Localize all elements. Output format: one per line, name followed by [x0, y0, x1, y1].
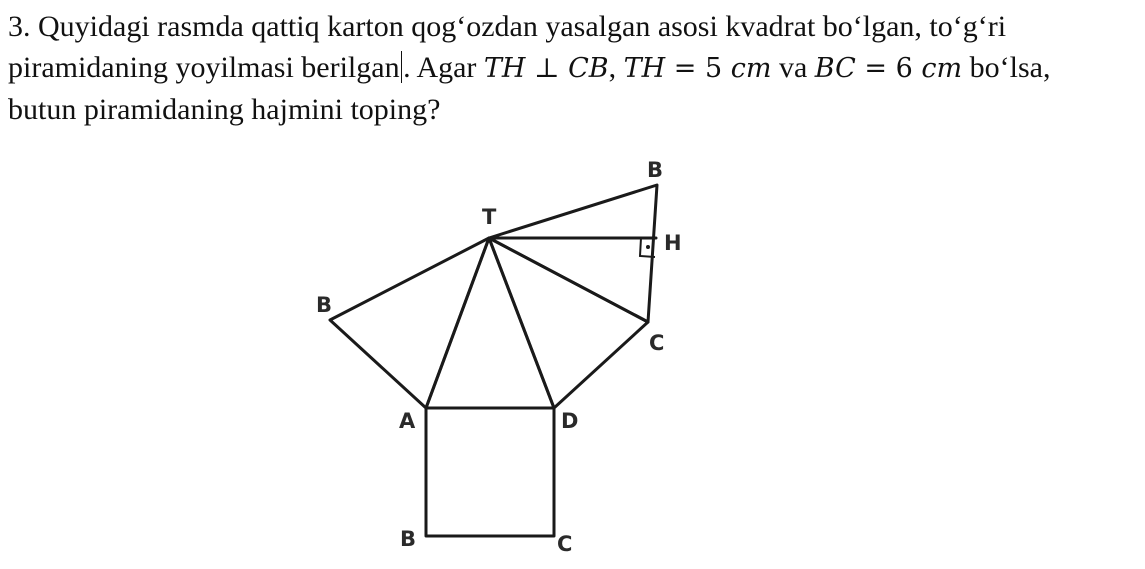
base-square: [426, 408, 554, 536]
text-fragment: va: [771, 51, 815, 84]
vertex-label-a: A: [399, 409, 416, 433]
math-condition-th: TH = 5 cm: [623, 53, 772, 84]
face-left: [330, 238, 489, 408]
face-right: [489, 238, 648, 408]
problem-line-1: 3. Quyidagi rasmda qattiq karton qog‘ozdan yasalgan asosi kvadrat bo‘lgan, to‘g‘ri: [8, 10, 1007, 43]
math-condition-bc: BC = 6 cm: [814, 53, 963, 84]
vertex-label-t: T: [482, 205, 497, 229]
vertex-label-d: D: [561, 409, 579, 433]
vertex-label-b-left: B: [316, 293, 333, 317]
face-front: [426, 238, 554, 408]
text-fragment: bo‘lsa,: [962, 51, 1051, 84]
vertex-label-b-top: B: [647, 158, 664, 182]
text-fragment: . Agar: [403, 51, 484, 84]
face-top-right: [489, 185, 657, 322]
math-condition-perpendicular: TH ⊥ CB: [483, 53, 609, 84]
problem-line-3: butun piramidaning hajmini toping?: [8, 93, 441, 126]
problem-line-2: [8, 47, 1142, 89]
text-fragment: piramidaning yoyilmasi berilgan: [8, 51, 400, 84]
problem-text: [8, 6, 1142, 130]
right-angle-marker: [640, 238, 655, 257]
vertex-label-c-right: C: [649, 331, 665, 355]
text-fragment: ,: [608, 51, 624, 84]
vertex-label-b-bottom: B: [400, 527, 417, 551]
text-cursor: [401, 51, 403, 83]
right-angle-dot: [646, 245, 650, 249]
vertex-label-h: H: [664, 231, 682, 255]
vertex-label-c-bottom: C: [557, 532, 573, 556]
